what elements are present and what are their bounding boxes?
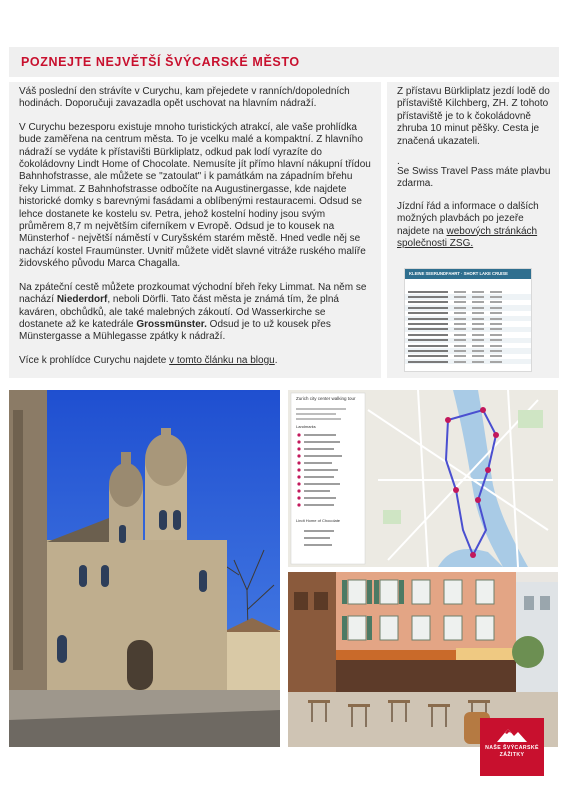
paragraph-more-text: Více k prohlídce Curychu najdete — [19, 354, 170, 366]
title-bar — [9, 47, 559, 77]
niederdorf-bold: Niederdorf — [56, 294, 108, 306]
page-title: POZNEJTE NEJVĚTŠÍ ŠVÝCARSKÉ MĚSTO — [21, 55, 300, 69]
timetable-row — [405, 359, 531, 364]
logo-line-1: NAŠE ŠVÝCARSKÉ — [485, 745, 539, 751]
map-layer-lindt[interactable]: Lindt Home of Chocolate — [296, 518, 341, 523]
grossmunster-photo — [9, 390, 280, 747]
paragraph-return — [19, 282, 371, 344]
side-timetable-text: Jízdní řád a informace o dalších možných plavbách po jezeře najdete na — [397, 200, 539, 237]
paragraph-more-end: . — [274, 354, 278, 366]
side-timetable-info — [397, 201, 551, 251]
paragraph-return-text-1: Na zpáteční cestě můžete prozkoumat východní břeh řeky Limmat. Na něm se nachází — [19, 281, 367, 306]
paragraph-more — [19, 355, 371, 367]
timetable-subheader — [405, 279, 531, 289]
blog-article-link[interactable]: v tomto článku na blogu — [169, 354, 275, 366]
map-layer-landmarks[interactable]: Landmarks — [296, 424, 316, 429]
grossmunster-bold: Grossmünster. — [136, 318, 207, 330]
timetable-title: KLEINE SEERUNDFAHRT · SHORT LAKE CRUISE — [405, 269, 531, 279]
grossmunster-illustration — [9, 390, 280, 747]
map-illustration — [288, 390, 558, 567]
timetable-rows — [405, 289, 531, 364]
paragraph-return-text-2: , neboli Dörfli. Tato část města je známá tím, že plná kaváren, obchůdků, ale také malebných zákoutí. Od Wasserkirche se dostanete až ke katedrále — [19, 294, 339, 330]
paragraph-city-walk: V Curychu bezesporu existuje mnoho turistických atrakcí, ale vaše prohlídka bude zaměřena na centrum města. To je vcelku malé a kompaktní. Z hlavního nádraží se vydáte k přístavišti Bürkliplatz, odkud pak lodí vyrazíte do čokoládovny Lindt Home of Chocolate. Nemusíte jít přímo hlavní nákupní třídou Bahnhofstrasse, ale můžete se "zatoulat" i k památkám na západním břehu řeky Limmat. Z Bahnhofstrasse odbočíte na Augustinergasse, kde najdete historické domky s barevnými fasádami a oblíbenými restauracemi. Odsud se lehce dostanete ke kostelu sv. Petra, jehož kostelní hodiny jsou svým průměrem 8,7 m největším ciferníkem v Evropě. Odsud je to kousek na Münsterhof - největší náměstí v Curyšském starém městě. Hned vedle něj se nachází kostel Fraumünster. Uvnitř můžete vidět slavné vitráže ruského malíře židovského původu Marca Chagalla. — [19, 121, 371, 270]
paragraph-intro: Váš poslední den strávíte v Curychu, kam přejedete v ranních/dopoledních hodinách. Doporučuji zavazadla opět uschovat na hlavním nádraží. — [19, 86, 350, 110]
side-travel-pass: Se Swiss Travel Pass máte plavbu zdarma. — [397, 166, 551, 190]
side-boat-info: Z přístavu Bürkliplatz jezdí lodě do přístaviště Kilchberg, ZH. Z tohoto přístaviště je to k čokoládovně zhruba 10 minut pěšky. Cesta je značená ukazateli. — [397, 86, 550, 147]
walking-tour-map[interactable] — [288, 390, 558, 567]
paragraph-return-text-3: Odsud je to už kousek přes Münstergasse a Mühlegasse zpátky k nádraží. — [19, 318, 331, 343]
main-text-box — [9, 82, 381, 378]
logo-line-2: ZÁŽITKY — [499, 752, 525, 758]
map-panel-title: Zurich city center walking tour — [296, 396, 356, 401]
brand-logo — [480, 718, 544, 776]
timetable-image — [404, 268, 532, 372]
side-dot: . — [397, 156, 400, 168]
mountain-icon — [497, 726, 527, 742]
zsg-website-link[interactable]: webových stránkách společnosti ZSG. — [397, 225, 538, 250]
